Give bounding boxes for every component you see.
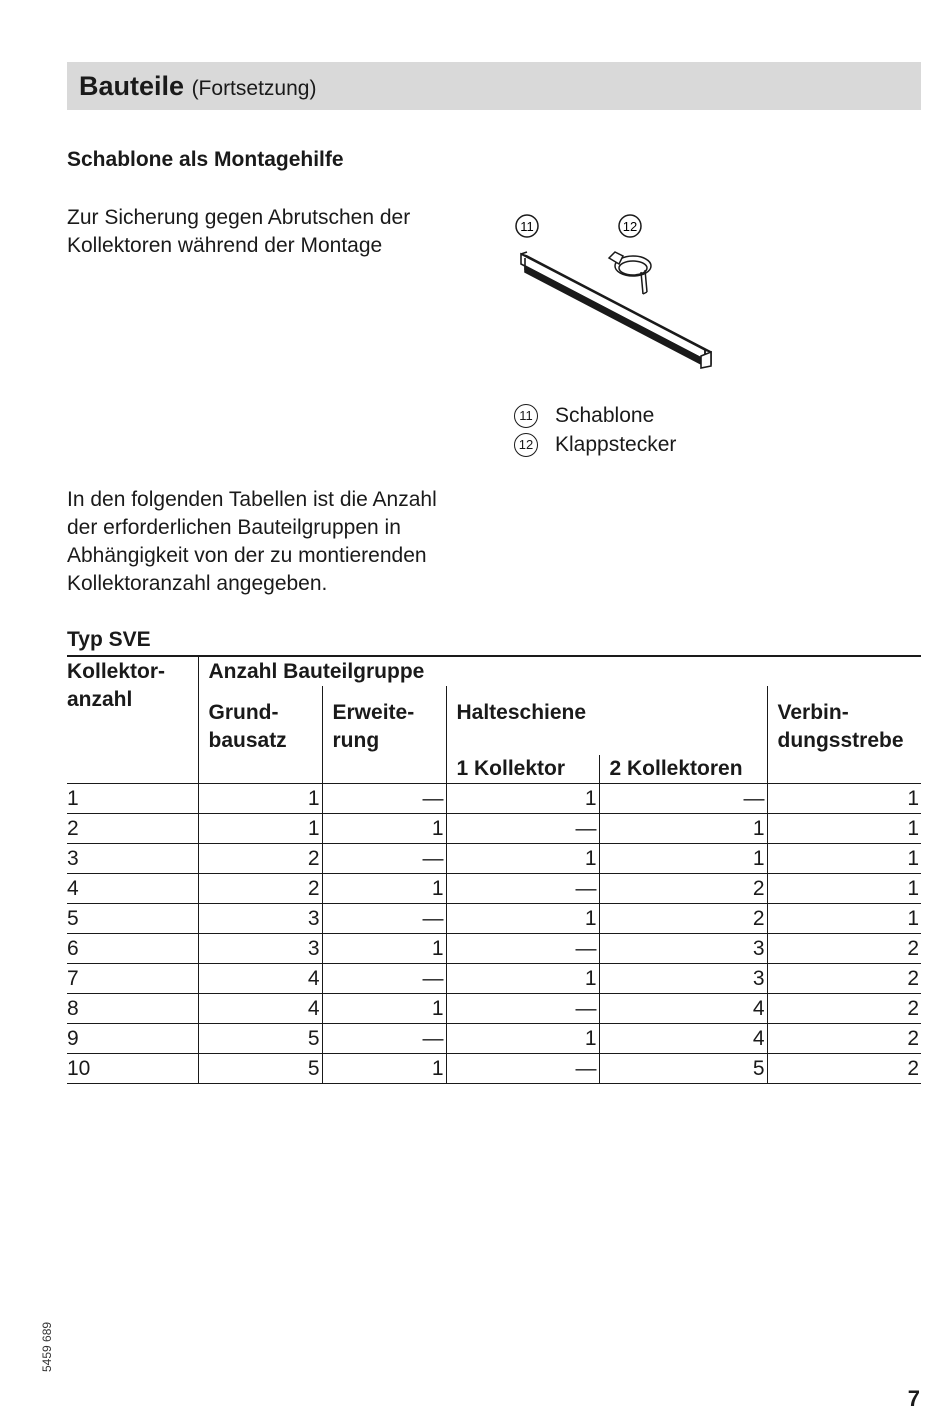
header-halte-2: 2 Kollektoren [599,755,767,784]
cell: 1 [446,904,599,934]
header-text: Grund- [208,701,279,724]
cell: 1 [198,814,322,844]
cell: — [446,1054,599,1084]
cell: 1 [446,784,599,814]
cell: 6 [67,934,198,964]
cell: 4 [198,994,322,1024]
callout-11 [516,215,538,237]
cell: 2 [599,874,767,904]
cell: 2 [767,934,921,964]
cell: 5 [198,1024,322,1054]
cell: 4 [599,1024,767,1054]
legend-item [514,401,676,430]
description-line: In den folgenden Tabellen ist die Anzahl [67,488,437,511]
cell: — [599,784,767,814]
cell: 4 [198,964,322,994]
template-illustration [505,208,735,388]
cell: 7 [67,964,198,994]
cell: 10 [67,1054,198,1084]
header-verbindungsstrebe [767,686,921,784]
cell: 1 [767,874,921,904]
legend-label: Klappstecker [555,433,677,456]
cell: 1 [599,814,767,844]
legend-item [514,430,676,459]
template-figure [505,208,735,388]
header-collector-count [67,656,198,784]
page-number: 7 [907,1386,920,1411]
cell: 1 [767,844,921,874]
table-row [67,1054,921,1084]
cell: — [322,964,446,994]
header-bar [67,62,921,110]
clip-illustration [609,252,651,294]
cell: 4 [599,994,767,1024]
table-row [67,964,921,994]
table-row [67,874,921,904]
cell: 1 [767,814,921,844]
cell: 2 [198,874,322,904]
cell: — [322,844,446,874]
description-line: der erforderlichen Bauteilgruppen in [67,516,401,539]
cell: 5 [67,904,198,934]
cell: 2 [767,964,921,994]
figure-legend [514,401,676,459]
table-row [67,814,921,844]
header-halteschiene: Halteschiene [446,686,767,755]
cell: 5 [599,1054,767,1084]
table-row [67,994,921,1024]
header-text: rung [332,729,380,752]
legend-number: 11 [514,404,538,428]
cell: — [446,874,599,904]
table-body [67,784,921,1084]
cell: — [446,814,599,844]
component-table [67,655,921,1084]
cell: 2 [767,994,921,1024]
header-text: Verbin- [777,701,849,724]
cell: 2 [67,814,198,844]
cell: 1 [322,814,446,844]
cell: — [446,934,599,964]
legend-label: Schablone [555,404,655,427]
cell: 2 [767,1054,921,1084]
cell: 1 [198,784,322,814]
table-row [67,904,921,934]
cell: 8 [67,994,198,1024]
cell: 1 [446,844,599,874]
header-halte-1: 1 Kollektor [446,755,599,784]
cell: — [322,784,446,814]
header-group: Anzahl Bauteilgruppe [198,656,921,686]
section-heading: Schablone als Montagehilfe [67,148,344,171]
cell: 3 [198,904,322,934]
cell: 4 [67,874,198,904]
table-title: Typ SVE [67,628,151,651]
description-line: Abhängigkeit von der zu montierenden [67,544,427,567]
table-description [67,486,497,598]
cell: 5 [198,1054,322,1084]
intro-line: Kollektoren während der Montage [67,234,383,257]
intro-line: Zur Sicherung gegen Abrutschen der [67,206,411,229]
cell: 2 [198,844,322,874]
title-text: Bauteile [79,71,185,101]
cell: 1 [446,1024,599,1054]
cell: 1 [322,994,446,1024]
header-text: Kollektor- [67,660,166,683]
header-text: bausatz [208,729,287,752]
description-line: Kollektoranzahl angegeben. [67,572,328,595]
cell: 3 [198,934,322,964]
cell: 1 [767,904,921,934]
title-subtitle: (Fortsetzung) [191,77,317,100]
cell: 2 [767,1024,921,1054]
cell: 1 [767,784,921,814]
document-code: 5459 689 [40,1321,54,1372]
cell: 1 [599,844,767,874]
table-row [67,934,921,964]
svg-text:12: 12 [622,219,638,234]
cell: 1 [322,1054,446,1084]
cell: — [322,1024,446,1054]
page-title [79,71,316,102]
svg-text:11: 11 [520,219,534,234]
table-row [67,1024,921,1054]
legend-number: 12 [514,433,538,457]
table-row [67,844,921,874]
intro-text [67,204,487,260]
cell: 1 [322,934,446,964]
callout-12 [619,215,641,237]
table-row [67,784,921,814]
cell: 3 [599,934,767,964]
header-text: Erweite- [332,701,415,724]
cell: 9 [67,1024,198,1054]
header-erweiterung [322,686,446,784]
header-text: dungsstrebe [777,729,904,752]
header-text: anzahl [67,688,133,711]
cell: — [322,904,446,934]
cell: 1 [67,784,198,814]
header-grundbausatz [198,686,322,784]
cell: 2 [599,904,767,934]
cell: 3 [599,964,767,994]
cell: 1 [446,964,599,994]
cell: — [446,994,599,1024]
cell: 1 [322,874,446,904]
cell: 3 [67,844,198,874]
